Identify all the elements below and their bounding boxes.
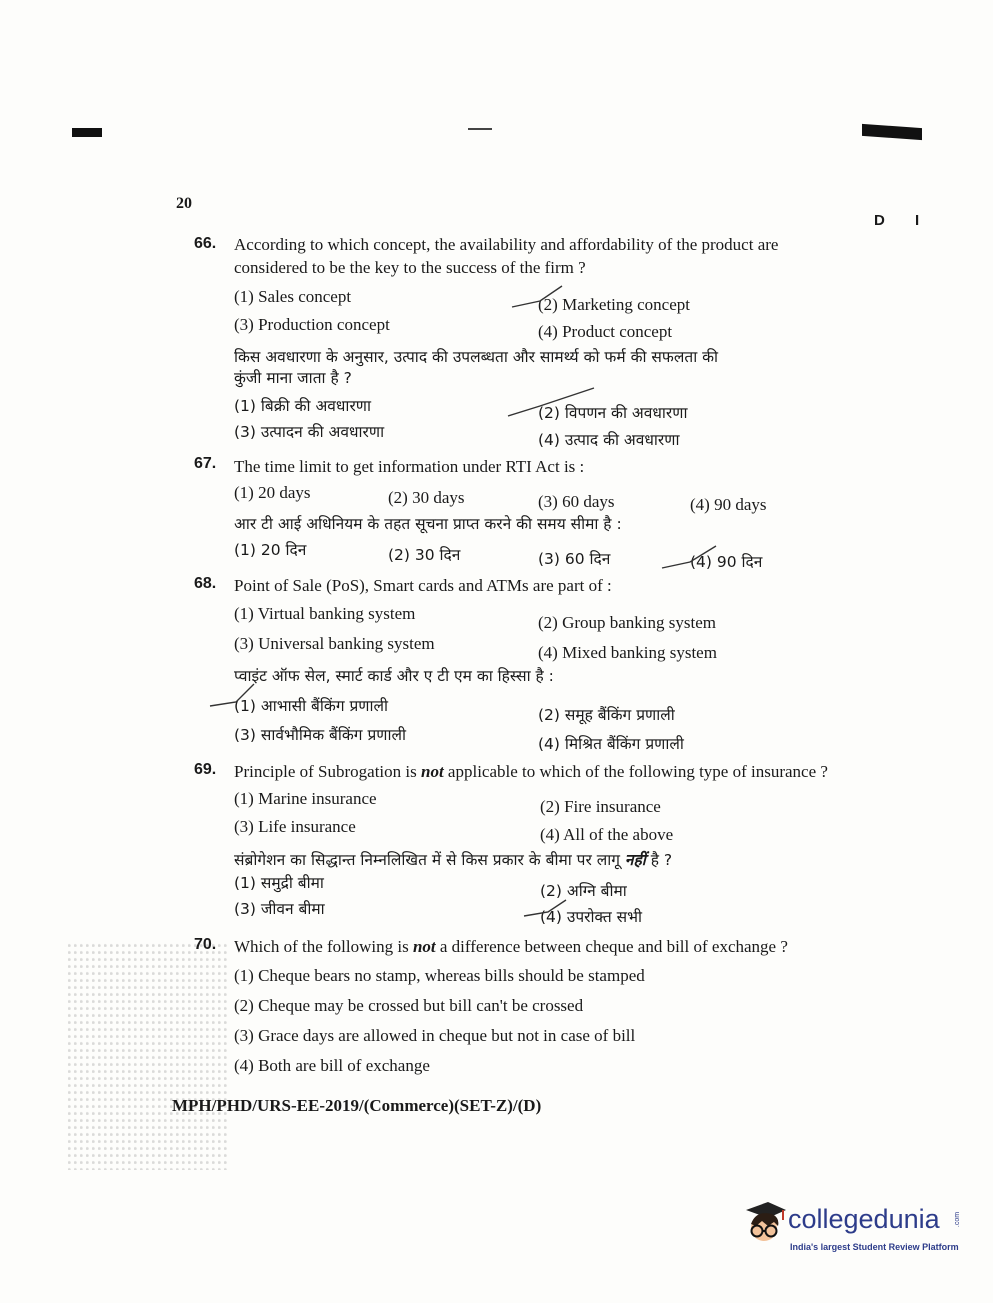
- option: (4) Product concept: [538, 322, 673, 341]
- hindi-option: (1) आभासी बैंकिंग प्रणाली: [234, 697, 389, 715]
- hindi-option: (4) उत्पाद की अवधारणा: [538, 431, 680, 449]
- question-text-part: applicable to which of the following type of insurance ?: [443, 762, 828, 781]
- set-code: D: [874, 212, 885, 229]
- student-mascot-icon: [738, 1198, 788, 1260]
- option: (3) Production concept: [234, 315, 390, 334]
- question-text-line: According to which concept, the availability and affordability of the product are: [234, 235, 779, 254]
- tick-mark-q67: [662, 546, 716, 568]
- hindi-option: (4) 90 दिन: [690, 553, 763, 571]
- question-text-part: Principle of Subrogation is: [234, 762, 421, 781]
- logo-domain: .com: [954, 1211, 962, 1228]
- hindi-option: (1) 20 दिन: [234, 541, 307, 559]
- hindi-option: (3) उत्पादन की अवधारणा: [234, 423, 385, 441]
- question-text-line: considered to be the key to the success of the firm ?: [234, 258, 586, 277]
- hindi-question-line: किस अवधारणा के अनुसार, उत्पाद की उपलब्धता और सामर्थ्य को फर्म की सफलता की: [234, 348, 719, 366]
- question-number: 66.: [194, 235, 217, 252]
- option: (2) Marketing concept: [538, 295, 690, 314]
- hindi-emphasis: नहीं: [624, 851, 646, 869]
- question-number: 69.: [194, 761, 217, 778]
- logo-wordmark: collegedunia: [788, 1204, 940, 1234]
- footer-code: MPH/PHD/URS-EE-2019/(Commerce)(SET-Z)/(D): [172, 1096, 542, 1115]
- option: (3) Life insurance: [234, 817, 356, 836]
- question-emphasis: not: [420, 762, 444, 781]
- option: (2) 30 days: [388, 488, 465, 507]
- option: (3) Universal banking system: [234, 634, 435, 653]
- set-code-secondary: I: [915, 212, 920, 229]
- hindi-option: (2) अग्नि बीमा: [540, 882, 627, 900]
- option: (4) Mixed banking system: [538, 643, 717, 662]
- hindi-text-part: संब्रोगेशन का सिद्धान्त निम्नलिखित में से किस प्रकार के बीमा पर लागू: [234, 851, 625, 869]
- option: (2) Group banking system: [538, 613, 717, 632]
- hindi-option: (3) 60 दिन: [538, 550, 611, 568]
- hindi-option: (2) 30 दिन: [388, 546, 461, 564]
- option: (4) All of the above: [540, 825, 674, 844]
- logo-tagline: India's largest Student Review Platform: [790, 1242, 959, 1252]
- question-text-part: Which of the following is: [234, 937, 413, 956]
- question-text: The time limit to get information under RTI Act is :: [234, 457, 585, 476]
- option: (1) Sales concept: [234, 287, 352, 306]
- option: (4) 90 days: [690, 495, 767, 514]
- option: (3) Grace days are allowed in cheque but not in case of bill: [234, 1026, 636, 1045]
- question-number: 67.: [194, 455, 217, 472]
- hindi-text-part: है ?: [645, 851, 673, 869]
- question-number: 70.: [194, 936, 217, 953]
- question-number: 68.: [194, 575, 217, 592]
- hindi-option: (4) मिश्रित बैंकिंग प्रणाली: [538, 735, 684, 753]
- option: (1) Cheque bears no stamp, whereas bills should be stamped: [234, 966, 645, 985]
- option: (3) 60 days: [538, 492, 615, 511]
- tick-mark-q69: [524, 900, 566, 916]
- option: (2) Cheque may be crossed but bill can't be crossed: [234, 996, 584, 1015]
- option: (1) Virtual banking system: [234, 604, 416, 623]
- hindi-option: (4) उपरोक्त सभी: [540, 908, 642, 926]
- question-text: Point of Sale (PoS), Smart cards and ATMs are part of :: [234, 576, 612, 595]
- collegedunia-logo[interactable]: [738, 1198, 968, 1268]
- tick-mark-q66: [512, 286, 562, 307]
- hindi-question-line: आर टी आई अधिनियम के तहत सूचना प्राप्त करने की समय सीमा है :: [234, 515, 622, 533]
- hindi-question-line: कुंजी माना जाता है ?: [234, 369, 352, 387]
- page-number: 20: [176, 195, 192, 212]
- hindi-option: (3) सार्वभौमिक बैंकिंग प्रणाली: [234, 726, 407, 744]
- hindi-option: (3) जीवन बीमा: [234, 900, 325, 918]
- option: (4) Both are bill of exchange: [234, 1056, 430, 1075]
- hindi-question-line: प्वाइंट ऑफ सेल, स्मार्ट कार्ड और ए टी एम का हिस्सा है :: [234, 667, 554, 685]
- option: (2) Fire insurance: [540, 797, 661, 816]
- tick-mark-q68: [210, 684, 254, 706]
- hindi-option: (1) समुद्री बीमा: [234, 874, 324, 892]
- tick-mark-q66-hindi: [508, 388, 594, 416]
- option: (1) 20 days: [234, 483, 311, 502]
- hindi-option: (2) समूह बैंकिंग प्रणाली: [538, 706, 675, 724]
- option: (1) Marine insurance: [234, 789, 377, 808]
- hindi-option: (2) विपणन की अवधारणा: [538, 404, 688, 422]
- question-emphasis: not: [412, 937, 436, 956]
- hindi-option: (1) बिक्री की अवधारणा: [234, 397, 372, 415]
- question-text-part: a difference between cheque and bill of exchange ?: [435, 937, 788, 956]
